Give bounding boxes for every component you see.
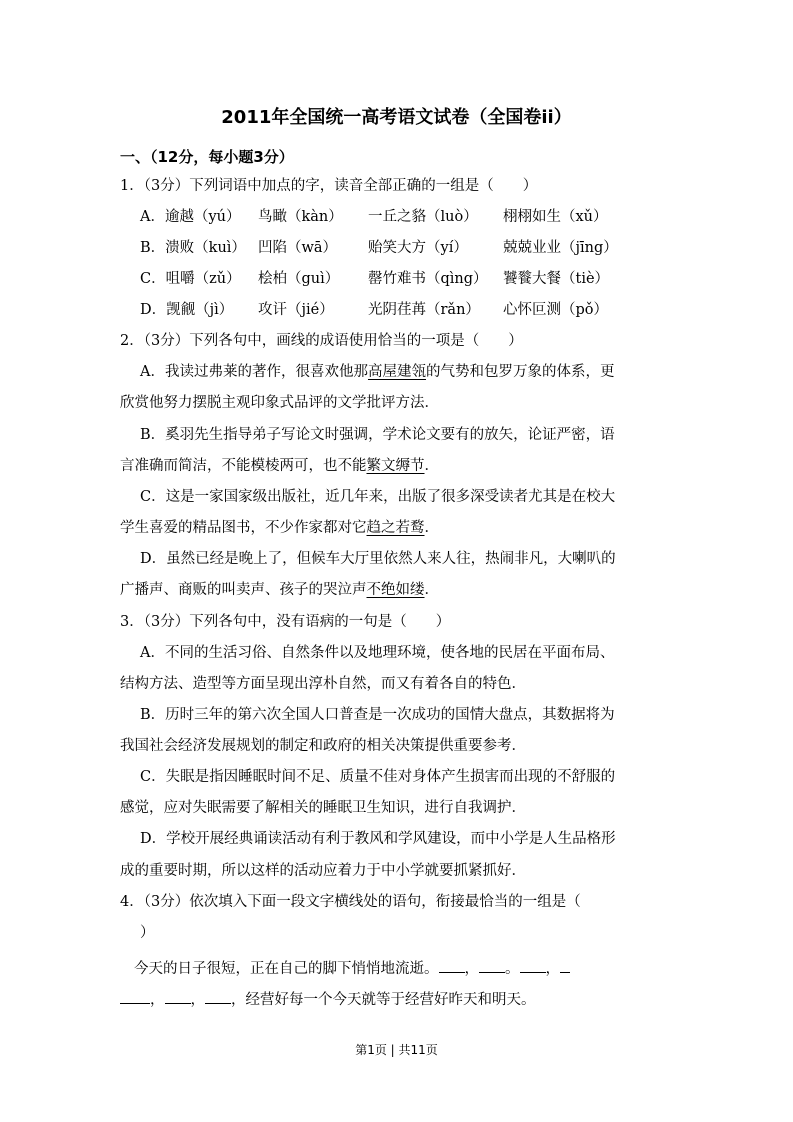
blank-5[interactable] — [165, 989, 191, 1004]
question-3-stem: 3．（3分）下列各句中，没有语病的一句是（ ） — [120, 614, 451, 630]
question-3-option-c-cont: 感觉，应对失眠需要了解相关的睡眠卫生知识，进行自我调护． — [120, 800, 526, 816]
blank-3[interactable] — [520, 958, 546, 973]
question-3-option-b[interactable]: B．历时三年的第六次全国人口普查是一次成功的国情大盘点，其数据将为 — [140, 707, 615, 723]
question-1-stem: 1．（3分）下列词语中加点的字，读音全部正确的一组是（ ） — [120, 178, 538, 194]
question-3-option-a[interactable]: A．不同的生活习俗、自然条件以及地理环境，使各地的民居在平面布局、 — [140, 645, 615, 661]
question-3-option-c[interactable]: C．失眠是指因睡眠时间不足、质量不佳对身体产生损害而出现的不舒服的 — [140, 769, 616, 785]
question-2-option-c[interactable]: C．这是一家国家级出版社，近几年来，出版了很多深受读者尤其是在校大 — [140, 489, 616, 505]
underlined-idiom: 繁文缛节 — [366, 458, 425, 474]
text: 的气势和包罗万象的体系，更 — [425, 364, 615, 380]
blank-2[interactable] — [479, 958, 505, 973]
question-2-option-d-cont — [120, 580, 439, 600]
question-2-stem: 2．（3分）下列各句中，画线的成语使用恰当的一项是（ ） — [120, 333, 523, 349]
punct: 。 — [505, 961, 520, 977]
blank-4-end[interactable] — [120, 989, 150, 1004]
text: A．我读过弗莱的著作，很喜欢他那 — [140, 364, 368, 380]
option-a-item-4: 栩栩如生（xǔ） — [503, 209, 608, 225]
text: ． — [424, 458, 439, 474]
option-d-item-3: 光阴荏苒（rǎn） — [368, 302, 480, 318]
question-1-option-d[interactable] — [140, 300, 608, 320]
question-4-passage-line-2 — [120, 989, 536, 1010]
option-d-item-2: 攻讦（jié） — [258, 302, 334, 318]
blank-1[interactable] — [439, 958, 465, 973]
question-1-option-b[interactable] — [140, 238, 618, 258]
text: 广播声、商贩的叫卖声、孩子的哭泣声 — [120, 582, 367, 598]
question-4-stem-cont: ） — [140, 925, 155, 941]
option-a-item-1: A．逾越（yú） — [140, 209, 241, 225]
option-b-item-3: 贻笑大方（yí） — [368, 240, 468, 256]
underlined-idiom: 趋之若鹜 — [366, 520, 425, 536]
punct: ， — [464, 961, 479, 977]
text: ． — [424, 520, 439, 536]
page-footer: 第1页 | 共11页 — [355, 1043, 438, 1057]
question-3-option-d[interactable]: D．学校开展经典诵读活动有利于教风和学风建设，而中小学是人生品格形 — [140, 831, 616, 847]
question-4-passage-line-1 — [134, 958, 570, 979]
question-3-option-a-cont: 结构方法、造型等方面呈现出淳朴自然，而又有着各自的特色． — [120, 676, 526, 692]
blank-4-start[interactable] — [560, 958, 570, 973]
option-b-item-2: 凹陷（wā） — [258, 240, 338, 256]
question-2-option-b-cont — [120, 456, 439, 476]
underlined-idiom: 不绝如缕 — [366, 582, 425, 598]
exam-title: 2011年全国统一高考语文试卷（全国卷ii） — [221, 107, 572, 128]
text: ． — [424, 582, 439, 598]
question-4-stem: 4．（3分）依次填入下面一段文字横线处的语句，衔接最恰当的一组是（ — [120, 894, 581, 910]
passage-text: 今天的日子很短，正在自己的脚下悄悄地流逝。 — [134, 961, 439, 977]
question-2-option-b[interactable]: B．奚羽先生指导弟子写论文时强调，学术论文要有的放矢，论证严密，语 — [140, 427, 615, 443]
question-3-option-b-cont: 我国社会经济发展规划的制定和政府的相关决策提供重要参考． — [120, 738, 526, 754]
text: 言准确而简洁，不能模棱两可，也不能 — [120, 458, 367, 474]
option-a-item-2: 鸟瞰（kàn） — [258, 209, 343, 225]
question-2-option-a[interactable] — [140, 362, 614, 382]
option-d-item-4: 心怀叵测（pǒ） — [503, 302, 609, 318]
blank-6[interactable] — [205, 989, 231, 1004]
punct: ， — [190, 992, 205, 1008]
passage-text: ，经营好每一个今天就等于经营好昨天和明天。 — [231, 992, 536, 1008]
option-c-item-1: C．咀嚼（zǔ） — [140, 271, 241, 287]
text: 学生喜爱的精品图书，不少作家都对它 — [120, 520, 367, 536]
question-3-option-d-cont: 成的重要时期，所以这样的活动应着力于中小学就要抓紧抓好． — [120, 863, 526, 879]
punct: ， — [150, 992, 165, 1008]
question-2-option-a-cont: 欣赏他努力摆脱主观印象式品评的文学批评方法． — [120, 395, 439, 411]
option-c-item-4: 饕餮大餐（tiè） — [503, 271, 610, 287]
option-b-item-1: B．溃败（kuì） — [140, 240, 246, 256]
question-2-option-d[interactable]: D．虽然已经是晚上了，但候车大厅里依然人来人往，热闹非凡，大喇叭的 — [140, 551, 616, 567]
question-1-option-c[interactable] — [140, 269, 609, 289]
underlined-idiom: 高屋建瓴 — [367, 364, 426, 380]
punct: ， — [545, 961, 560, 977]
option-a-item-3: 一丘之貉（luò） — [368, 209, 478, 225]
question-1-option-a[interactable] — [140, 207, 608, 227]
section-heading: 一、（12分，每小题3分） — [120, 148, 294, 166]
option-d-item-1: D．觊觎（jì） — [140, 302, 234, 318]
question-2-option-c-cont — [120, 518, 439, 538]
option-b-item-4: 兢兢业业（jīng） — [503, 240, 618, 256]
option-c-item-2: 桧柏（guì） — [258, 271, 340, 287]
option-c-item-3: 罄竹难书（qìng） — [368, 271, 488, 287]
